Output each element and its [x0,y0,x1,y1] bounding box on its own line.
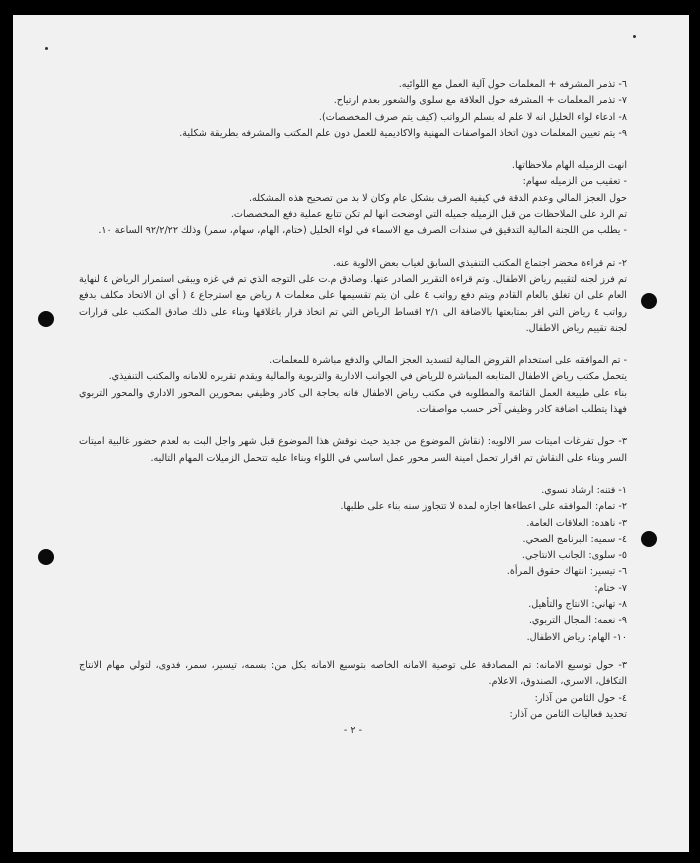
text-paragraph: ٣- حول تفرغات اميتات سر الالويه: (نقاش الموضوع من جديد حيث نوقش هذا الموضوع قبل شهر واجل البت به لعدم حضور غالبية اميتات السر وبناء على النقاش تم اقرار تحمل امينة السر محور عمل اساسي في اللواء وبناءا عليه تتحمل الزميلات المهام التاليه. [79,436,627,464]
text-line: ٨- ادعاء لواء الخليل انه لا علم له بسلم الرواتب (كيف يتم صرف المخصصات). [318,111,627,123]
punch-hole [641,531,657,547]
list-item: ٣- ناهده: العلاقات العامة. [526,517,627,529]
document-page [13,15,689,852]
punch-hole [38,549,54,565]
list-item: ٧- ختام: [594,582,627,594]
text-line: - تم الموافقه على استخدام القروض المالية لتسديد العجز المالي والدفع مباشرة للمعلمات. [269,355,627,367]
text-paragraph: بناء على طبيعة العمل القائمة والمطلوبه في مكتب رياض الاطفال فانه بحاجة الى كادر وظيفي بمحورين المحور الاداري والمحور التربوي فهذا يتطلب اضافة كادر وظيفي آخر حسب مواصفات. [79,387,627,416]
text-line: ٧- تذمر المعلمات + المشرفه حول العلاقة مع سلوى والشعور بعدم ارتياح. [333,95,627,107]
text-line: تحديد فعاليات الثامن من آذار: [509,708,627,720]
text-line: - يطلب من اللجنة المالية التدقيق في سندات الصرف مع الاسماء في لواء الخليل (ختام، الهام، سهام، سمر) وذلك ٩٢/٢/٢٢ الساعة ١٠. [98,225,627,237]
text-line: ٩- يتم تعيين المعلمات دون اتخاذ المواصفات المهنية والاكاديمية للعمل دون علم المكتب والمشرفه بطريقة شكلية. [179,127,627,139]
list-item: ١٠- الهام: رياض الاطفال. [526,631,627,643]
text-line: حول العجز المالي وعدم الدقة في كيفية الصرف بشكل عام وكان لا بد من تصحيح هذه المشكله. [248,192,627,204]
speck [633,35,636,38]
text-line: تم الرد على الملاحظات من قبل الزميله جميله التي اوضحت انها لم تكن تتابع عملية دفع المخصصات. [230,209,627,221]
list-item: ٨- تهاني: الانتاج والتأهيل. [528,599,627,611]
list-item: ٥- سلوى: الجانب الانتاجي. [521,550,627,562]
text-paragraph: تم فرز لجنه لتقييم رياض الاطفال. وتم قراءة التقرير الصادر عنها. وصادق م.ت على التوجه الذي تم في غزه ويبقى استمرار الرياض ٤ لنهاية العام على ان تغلق بالعام القادم ويتم دفع رواتب ٤ على ان يتم تقسيمها على معلمات ٨ رياض مع استرجاع ٤ ( أي ان الاتحاد مكلف بدفع رواتب ٤ رياض التي اقر بمتابعتها بالاضافة الى ٢/١ اقساط الرياض التي تم اتخاذ قرار باغلاقها وبناء على ذلك صادق المكتب على قرارات لجنة تقييم رياض الاطفال. [79,273,628,334]
text-line: ٦- تذمر المشرفه + المعلمات حول آلية العمل مع اللوائيه. [398,79,627,90]
list-item: ٤- سميه: البرنامج الصحي. [522,533,627,545]
text-line: انهت الزميله الهام ملاحظاتها. [511,160,627,172]
speck [45,47,48,50]
text-paragraph: ٣- حول توسيع الامانه: تم المصادقة على توصية الامانه الخاصه بتوسيع الامانه بكل من: بسمه، تيسير، سمر، فدوى، لتولي مهام الانتاج التكافل، الاسري، الصندوق، الاعلام. [79,659,627,688]
letter-body [79,77,627,739]
list-item: ٩- نعمه: المجال التربوي. [528,615,627,627]
list-item: ١- فتنه: ارشاد نسوي. [541,484,627,496]
text-line: - تعقيب من الزميله سهام: [522,176,627,188]
punch-hole [641,293,657,309]
punch-hole [38,311,54,327]
page-number: - ٢ - [343,725,363,737]
text-line: ٢- تم قراءة محضر اجتماع المكتب التنفيذي السابق لغياب بعض الالوية عنه. [332,257,627,269]
text-paragraph: يتحمل مكتب رياض الاطفال المتابعه المباشرة للرياض في الجوانب الادارية والتربوية والمالية ويقدم تقريره للامانه والمكتب التنفيذي. [108,371,627,383]
list-item: ٢- تمام: الموافقه على اعطاءها اجازه لمدة لا تتجاوز سنه بناء على طلبها. [340,501,627,513]
list-item: ٦- تيسير: انتهاك حقوق المرأة. [506,566,627,578]
text-line: ٤- حول الثامن من آذار: [534,692,627,704]
